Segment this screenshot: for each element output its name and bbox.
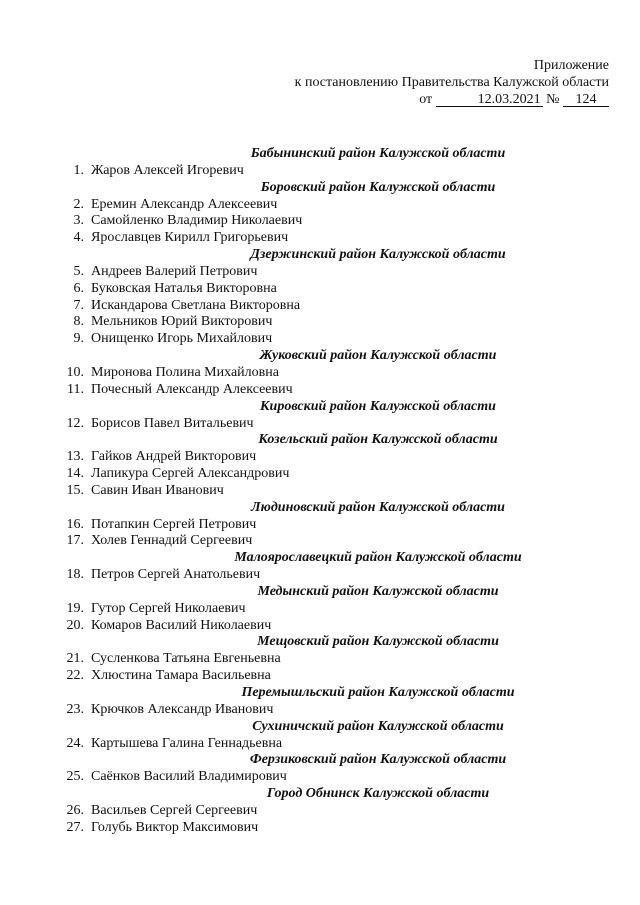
district-heading: Боровский район Калужской области (260, 179, 496, 195)
list-item (58, 769, 558, 786)
person-name: Холев Геннадий Сергеевич (91, 533, 253, 549)
list-item (58, 702, 558, 719)
item-number: 2. (73, 196, 84, 212)
appendix-title: Приложение (533, 58, 609, 73)
district-heading: Ферзиковский район Калужской области (249, 752, 507, 768)
list-item (58, 533, 558, 550)
district-heading: Бабынинский район Калужской области (250, 146, 506, 161)
person-name: Ярославцев Кирилл Григорьевич (91, 230, 289, 246)
item-number: 8. (73, 314, 84, 330)
person-name: Андреев Валерий Петрович (91, 263, 258, 279)
list-item (58, 483, 558, 500)
person-name: Голубь Виктор Максимович (91, 819, 259, 835)
item-number: 6. (73, 280, 84, 296)
person-name: Искандарова Светлана Викторовна (91, 297, 301, 313)
person-name: Крючков Александр Иванович (91, 701, 274, 717)
list-item (58, 163, 558, 180)
district-heading: Перемышльский район Калужской области (241, 685, 515, 700)
person-name: Почесный Александр Алексеевич (91, 381, 293, 397)
district-heading: Козельский район Калужской области (258, 432, 498, 448)
list-item (58, 331, 558, 348)
item-number: 3. (73, 213, 84, 229)
person-name: Хлюстина Тамара Васильевна (91, 668, 271, 684)
district-heading: Людиновский район Калужской области (251, 499, 505, 515)
list-item (58, 820, 558, 837)
person-name: Савин Иван Иванович (91, 482, 224, 498)
district-heading: Жуковский район Калужской области (259, 348, 497, 364)
item-number: 25. (66, 769, 84, 785)
item-number: 14. (66, 466, 84, 482)
district-heading: Город Обнинск Калужской области (266, 786, 490, 802)
item-number: 24. (66, 735, 84, 751)
district-heading: Кировский район Калужской области (260, 398, 496, 414)
number-sign: № (546, 92, 560, 107)
resolution-date: 12.03.2021 (436, 93, 543, 107)
list-item (58, 197, 558, 214)
item-number: 18. (66, 567, 84, 583)
item-number: 7. (73, 297, 84, 313)
resolution-number: 124 (563, 93, 609, 107)
list-item (58, 517, 558, 534)
date-prefix: от (419, 92, 433, 107)
list-item (58, 449, 558, 466)
item-number: 26. (66, 802, 84, 818)
item-number: 15. (66, 482, 84, 498)
resolution-reference: к постановлению Правительства Калужской области (294, 75, 609, 90)
item-number: 19. (66, 600, 84, 616)
person-name: Сусленкова Татьяна Евгеньевна (91, 651, 281, 667)
list-item (58, 416, 558, 433)
person-name: Еремин Александр Алексеевич (91, 196, 278, 212)
list-item (58, 365, 558, 382)
list-item (58, 668, 558, 685)
item-number: 23. (66, 701, 84, 717)
list-item (58, 264, 558, 281)
candidate-list (58, 146, 558, 837)
item-number: 22. (66, 668, 84, 684)
person-name: Петров Сергей Анатольевич (91, 567, 261, 583)
list-item (58, 651, 558, 668)
person-name: Онищенко Игорь Михайлович (91, 331, 273, 347)
item-number: 16. (66, 516, 84, 532)
list-item (58, 567, 558, 584)
item-number: 11. (67, 381, 84, 397)
item-number: 12. (66, 415, 84, 431)
item-number: 21. (66, 651, 84, 667)
district-heading: Мещовский район Калужской области (257, 634, 499, 650)
list-item (58, 281, 558, 298)
list-item (58, 382, 558, 399)
district-heading: Дзержинский район Калужской области (250, 247, 506, 263)
list-item (58, 601, 558, 618)
person-name: Комаров Василий Николаевич (91, 617, 272, 633)
item-number: 1. (73, 162, 84, 178)
item-number: 13. (66, 449, 84, 465)
date-number-line (295, 91, 609, 108)
list-item (58, 314, 558, 331)
person-name: Саёнков Василий Владимирович (91, 769, 287, 785)
person-name: Васильев Сергей Сергеевич (91, 802, 258, 818)
list-item (58, 618, 558, 635)
district-heading: Сухиничский район Калужской области (252, 718, 504, 734)
item-number: 17. (66, 533, 84, 549)
person-name: Лапикура Сергей Александрович (91, 466, 290, 482)
list-item (58, 803, 558, 820)
item-number: 5. (73, 263, 84, 279)
person-name: Гайков Андрей Викторович (91, 449, 257, 465)
person-name: Миронова Полина Михайловна (91, 364, 279, 380)
person-name: Жаров Алексей Игоревич (91, 162, 244, 178)
item-number: 20. (66, 617, 84, 633)
person-name: Борисов Павел Витальевич (91, 415, 254, 431)
item-number: 4. (73, 230, 84, 246)
district-heading: Малоярославецкий район Калужской области (234, 550, 522, 566)
person-name: Потапкин Сергей Петрович (91, 516, 257, 532)
item-number: 9. (73, 331, 84, 347)
list-item (58, 466, 558, 483)
list-item (58, 298, 558, 315)
list-item (58, 736, 558, 753)
person-name: Самойленко Владимир Николаевич (91, 213, 303, 229)
document-header (295, 57, 609, 108)
person-name: Картышева Галина Геннадьевна (91, 735, 283, 751)
person-name: Буковская Наталья Викторовна (91, 280, 277, 296)
item-number: 27. (66, 819, 84, 835)
list-item (58, 230, 558, 247)
person-name: Мельников Юрий Викторович (91, 314, 273, 330)
person-name: Гутор Сергей Николаевич (91, 600, 246, 616)
item-number: 10. (66, 364, 84, 380)
district-heading: Медынский район Калужской области (257, 583, 499, 599)
list-item (58, 213, 558, 230)
